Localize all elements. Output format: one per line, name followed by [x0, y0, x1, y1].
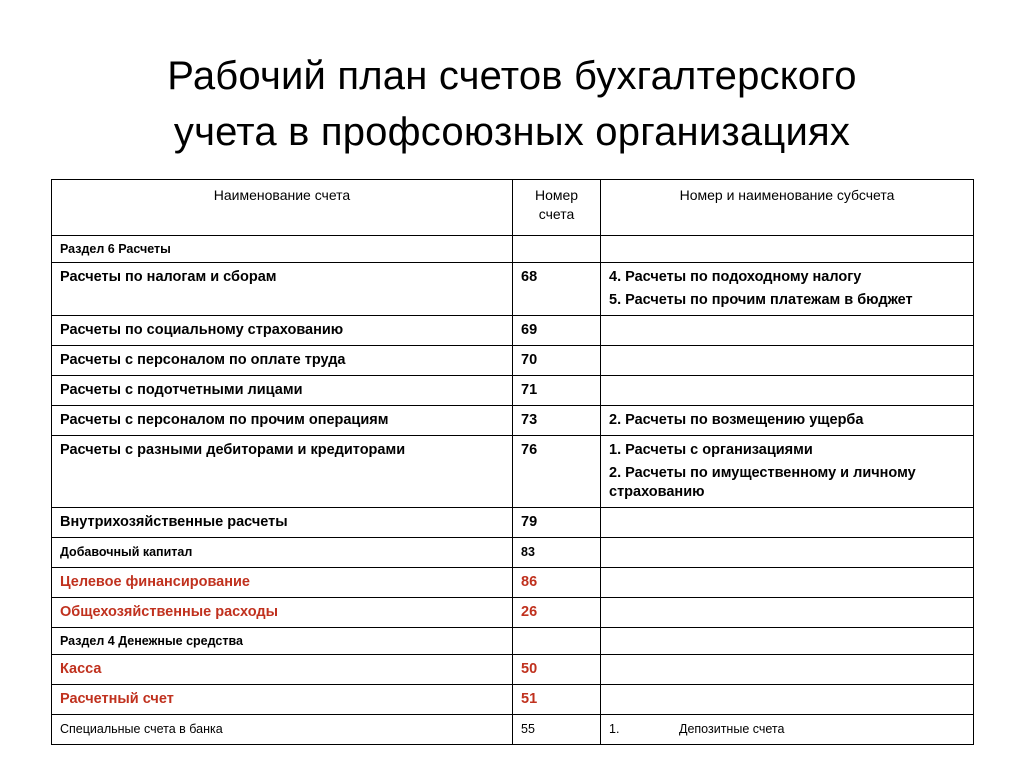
table-header-row	[52, 180, 974, 236]
subaccount-cell	[601, 263, 974, 316]
subaccount-item: 5. Расчеты по прочим платежам в бюджет	[609, 292, 913, 308]
account-number: 86	[513, 568, 601, 598]
table-row	[52, 316, 974, 346]
subaccount-item: 2. Расчеты по возмещению ущерба	[609, 412, 864, 428]
header-account-number: Номер счета	[513, 180, 601, 236]
table-row	[52, 346, 974, 376]
subaccount-cell	[601, 598, 974, 628]
account-name: Расчетный счет	[52, 685, 513, 715]
subaccount-cell	[601, 568, 974, 598]
subaccount-item: 1. Расчеты с организациями	[609, 442, 813, 458]
account-name: Расчеты по налогам и сборам	[52, 263, 513, 316]
account-number: 71	[513, 376, 601, 406]
account-number: 83	[513, 538, 601, 568]
account-number: 73	[513, 406, 601, 436]
account-number: 50	[513, 655, 601, 685]
subaccount-cell	[601, 316, 974, 346]
table-row	[52, 598, 974, 628]
account-number: 76	[513, 436, 601, 508]
table-row	[52, 406, 974, 436]
subaccount-cell	[601, 406, 974, 436]
subaccount-cell	[601, 715, 974, 745]
subaccount-cell	[601, 655, 974, 685]
table-row	[52, 715, 974, 745]
subaccount-cell	[601, 628, 974, 655]
account-name: Расчеты по социальному страхованию	[52, 316, 513, 346]
table-row	[52, 376, 974, 406]
table-row	[52, 236, 974, 263]
account-number: 26	[513, 598, 601, 628]
subaccount-item: 2. Расчеты по имущественному и личному страхованию	[609, 465, 916, 500]
subaccount-cell	[601, 538, 974, 568]
account-number: 69	[513, 316, 601, 346]
subaccount-cell	[601, 376, 974, 406]
account-number: 55	[513, 715, 601, 745]
table-row	[52, 685, 974, 715]
account-name: Касса	[52, 655, 513, 685]
account-number: 68	[513, 263, 601, 316]
account-name: Общехозяйственные расходы	[52, 598, 513, 628]
subaccount-number: 1.	[609, 722, 620, 736]
table-row	[52, 436, 974, 508]
subaccount-cell	[601, 508, 974, 538]
table-row	[52, 655, 974, 685]
subaccount-item: 4. Расчеты по подоходному налогу	[609, 269, 862, 285]
account-name: Внутрихозяйственные расчеты	[52, 508, 513, 538]
account-number: 51	[513, 685, 601, 715]
subaccount-item: Депозитные счета	[679, 722, 785, 736]
account-name: Специальные счета в банка	[52, 715, 513, 745]
account-number	[513, 628, 601, 655]
header-account-name: Наименование счета	[52, 180, 513, 236]
table-row	[52, 628, 974, 655]
table-row	[52, 538, 974, 568]
section-label: Раздел 6 Расчеты	[52, 236, 513, 263]
title-line-2: учета в профсоюзных организациях	[173, 110, 851, 154]
account-number	[513, 236, 601, 263]
slide-title	[0, 48, 1024, 160]
subaccount-cell	[601, 346, 974, 376]
table-row	[52, 568, 974, 598]
account-name: Расчеты с персоналом по оплате труда	[52, 346, 513, 376]
chart-of-accounts-table	[51, 179, 974, 745]
account-number: 79	[513, 508, 601, 538]
account-name: Целевое финансирование	[52, 568, 513, 598]
title-line-1: Рабочий план счетов бухгалтерского	[167, 54, 857, 98]
table-row	[52, 263, 974, 316]
subaccount-cell	[601, 436, 974, 508]
header-subaccount: Номер и наименование субсчета	[601, 180, 974, 236]
subaccount-cell	[601, 236, 974, 263]
account-name: Расчеты с разными дебиторами и кредиторами	[52, 436, 513, 508]
account-name: Добавочный капитал	[52, 538, 513, 568]
subaccount-cell	[601, 685, 974, 715]
section-label: Раздел 4 Денежные средства	[52, 628, 513, 655]
account-name: Расчеты с персоналом по прочим операциям	[52, 406, 513, 436]
account-name: Расчеты с подотчетными лицами	[52, 376, 513, 406]
account-number: 70	[513, 346, 601, 376]
table-row	[52, 508, 974, 538]
